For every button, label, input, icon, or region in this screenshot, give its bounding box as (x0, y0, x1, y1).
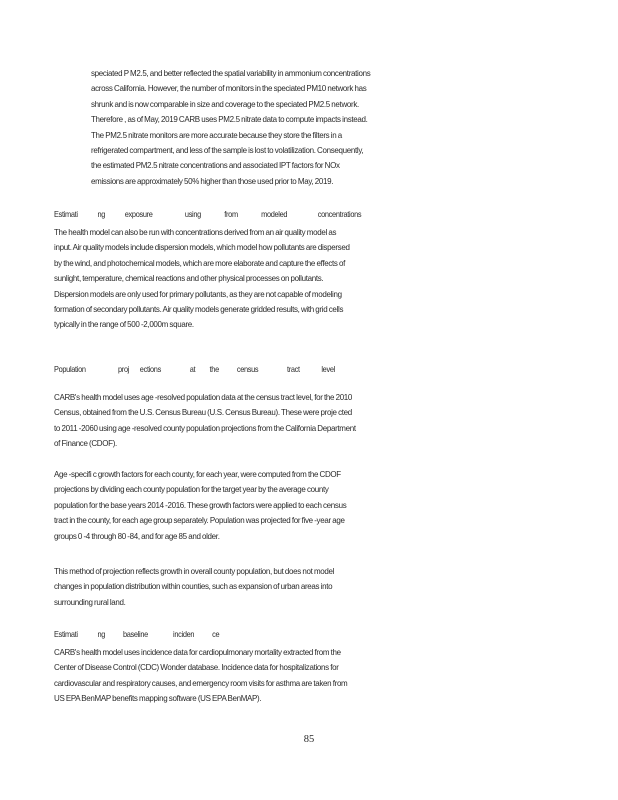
heading-word: level (321, 365, 335, 374)
text-line: typically in the range of 500 -2,000m square. (54, 319, 194, 330)
text-line: Therefore , as of May, 2019 CARB uses PM2.5 nitrate data to compute impacts instead. (91, 114, 368, 125)
text-line: population for the base years 2014 -2016. These growth factors were applied to each census (54, 499, 347, 510)
text-line: sunlight, temperature, chemical reactions and other physical processes on pollutants. (54, 273, 324, 284)
heading-word: inciden (173, 630, 195, 639)
heading-word: exposure (124, 210, 153, 219)
text-line: cardiovascular and respiratory causes, and emergency room visits for asthma are taken from (54, 677, 348, 688)
text-line: US EPA BenMAP benefits mapping software (US EPA BenMAP). (54, 693, 262, 704)
heading-word: ce (212, 630, 220, 639)
heading-word: the (209, 365, 219, 374)
text-line: formation of secondary pollutants. Air quality models generate gridded results, with grid cells (54, 304, 344, 315)
text-line: changes in population distribution within counties, such as expansion of urban areas into (54, 581, 333, 592)
section-heading-population-projections (54, 365, 335, 374)
baseline-incidence-paragraph (54, 645, 347, 707)
heading-word: from (224, 210, 238, 219)
modeled-concentrations-paragraph (54, 225, 350, 333)
heading-word: using (184, 210, 201, 219)
text-line: CARB's health model uses age -resolved population data at the census tract level, for the 2010 (54, 392, 353, 402)
text-line: of Finance (CDOF). (54, 438, 117, 449)
text-line: tract in the county, for each age group separately. Population was projected for five -year age (54, 515, 345, 526)
text-line: input. Air quality models include dispersion models, which model how pollutants are dispersed (54, 242, 350, 253)
heading-word: Estimati (54, 630, 78, 639)
text-line: by the wind, and photochemical models, which are more elaborate and capture the effects of (54, 257, 346, 268)
heading-word: at (189, 365, 196, 374)
text-line: CARB's health model uses incidence data for cardiopulmonary mortality extracted from the (54, 647, 341, 657)
text-line: emissions are approximately 50% higher than those used prior to May, 2019. (91, 175, 334, 186)
heading-word: ng (97, 630, 106, 639)
text-line: The PM2.5 nitrate monitors are more accurate because they store the filters in a (91, 129, 342, 140)
text-line: Center of Disease Control (CDC) Wonder database. Incidence data for hospitalizations for (54, 662, 339, 673)
text-line: speciated P M2.5, and better reflected the spatial variability in ammonium concentrations (91, 68, 371, 78)
population-paragraph-1 (54, 390, 356, 452)
text-line: Census, obtained from the U.S. Census Bureau (U.S. Census Bureau). These were proje cted (54, 407, 352, 418)
heading-word: concentrations (317, 210, 362, 219)
heading-word: baseline (122, 630, 148, 639)
population-paragraph-2 (54, 467, 346, 544)
text-line: groups 0 -4 through 80 -84, and for age 85 and older. (54, 530, 220, 541)
text-line: refrigerated compartment, and less of the sample is lost to volatilization. Consequently, (91, 145, 364, 156)
text-line: shrunk and is now comparable in size and coverage to the speciated PM2.5 network. (91, 98, 359, 109)
heading-word: ections (139, 365, 161, 374)
heading-word: modeled (261, 210, 288, 219)
section-heading-estimating-exposure (54, 210, 361, 219)
text-line: Age -specifi c growth factors for each county, for each year, were computed from the CDOF (54, 469, 341, 479)
text-line: to 2011 -2060 using age -resolved county population projections from the California Department (54, 422, 356, 433)
section-heading-estimating-baseline-incidence (54, 630, 219, 639)
heading-word: ng (97, 210, 106, 219)
text-line: across California. However, the number of monitors in the speciated PM10 network has (91, 83, 367, 94)
text-line: projections by dividing each county population for the target year by the average county (54, 484, 329, 495)
intro-paragraph (91, 66, 370, 189)
text-line: surrounding rural land. (54, 596, 126, 607)
text-line: The health model can also be run with concentrations derived from an air quality model as (54, 227, 337, 237)
heading-word: proj (118, 365, 130, 374)
text-line: Dispersion models are only used for primary pollutants, as they are not capable of modeling (54, 288, 342, 299)
heading-word: census (236, 365, 259, 374)
text-line: This method of projection reflects growth in overall county population, but does not model (54, 566, 335, 576)
heading-word: tract (287, 365, 300, 374)
heading-word: Population (54, 365, 86, 374)
heading-word: Estimati (54, 210, 78, 219)
population-paragraph-3 (54, 564, 334, 610)
text-line: the estimated PM2.5 nitrate concentrations and associated IPT factors for NOx (91, 160, 340, 171)
page-number: 85 (303, 734, 315, 745)
